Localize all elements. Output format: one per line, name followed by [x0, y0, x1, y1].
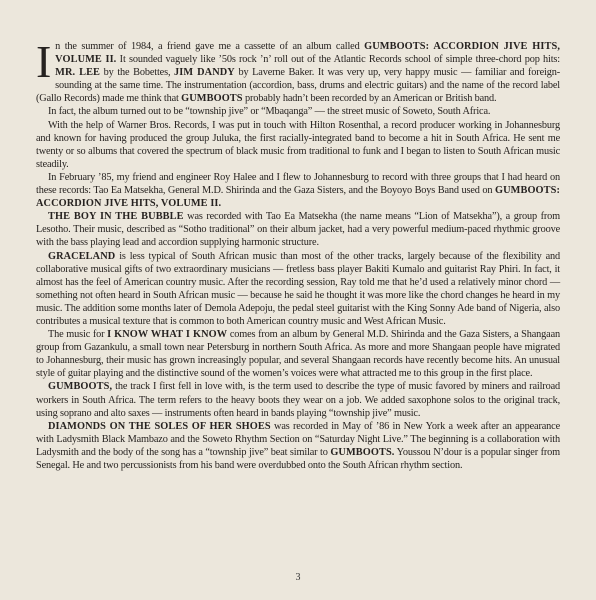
body-text: In fact, the album turned out to be “township jive” or “Mbaqanga” — the street music of Soweto, South Africa. — [48, 106, 491, 118]
paragraph — [36, 250, 560, 329]
song-title: GUMBOOTS: ACCORDION JIVE HITS, VOLUME II. — [55, 41, 560, 66]
paragraph — [36, 36, 560, 105]
paragraph — [36, 380, 560, 419]
song-title: GUMBOOTS: ACCORDION JIVE HITS, VOLUME II. — [36, 185, 560, 210]
body-text: was recorded with Tao Ea Matsekha (the name means “Lion of Matsekha”), a group from Lesotho. Their music, described as “Sotho traditional” on their album jacket, had a very powerful medium-paced rhythmic groove with the bass playing lead and accordion supplying harmonic structure. — [36, 211, 560, 249]
paragraph — [36, 119, 560, 171]
body-text: With the help of Warner Bros. Records, I was put in touch with Hilton Rosenthal, a record producer working in Johannesburg and known for having produced the group Juluka, the first racially-integrated band to become a hit in South Africa. He sent me twenty or so albums that covered the spectrum of black music from traditional to funk and I began to listen to South African music steadily. — [36, 119, 560, 170]
song-title: GRACELAND — [48, 250, 116, 262]
body-text: The music for — [48, 329, 108, 341]
page-number: 3 — [295, 572, 301, 583]
song-title: GUMBOOTS. — [330, 446, 395, 458]
body-text: Youssou N’dour is a popular singer from Senegal. He and two percussionists from his band were overdubbed onto the South African rhythm section. — [36, 446, 560, 471]
body-text: is less typical of South African music than most of the other tracks, largely because of the flexibility and collaborative musical gifts of two extraordinary musicians — fretless bass player Bakiti Kumalo and guitarist Ray Phiri. In fact, it almost has the feel of American country music. After the recording session, Ray told me that he’d used a relatively minor chord — something not often heard in South African music — because he said he thought it was more like the chord changes he heard in my music. The addition some months later of Demola Adepoju, the pedal steel guitarist with the King Sonny Ade band of Nigeria, also contributes a musical texture that is common to both American country music and West African Music. — [36, 250, 560, 327]
drop-cap: I — [36, 36, 52, 87]
body-text: by the Bobettes, — [100, 67, 175, 79]
paragraph — [36, 210, 560, 249]
body-text: It sounded vaguely like ’50s rock ’n’ roll out of the Atlantic Records school of simple three-chord pop hits: — [116, 54, 560, 66]
paragraph — [36, 171, 560, 210]
body-text: In February ’85, my friend and engineer Roy Halee and I flew to Johannesburg to record with three groups that I had heard on these records: Tao Ea Matsekha, General M.D. Shirinda and the Gaza Sisters, and the Boyoyo Boys Band used on — [36, 171, 560, 197]
paragraph — [36, 420, 560, 472]
song-title: DIAMONDS ON THE SOLES OF HER SHOES — [48, 420, 271, 432]
song-title: MR. LEE — [55, 67, 101, 79]
paragraph — [36, 105, 560, 118]
liner-notes-text — [36, 36, 560, 472]
body-text: probably hadn’t been recorded by an American or British band. — [242, 93, 497, 105]
body-text: n the summer of 1984, a friend gave me a cassette of an album called — [55, 41, 365, 52]
body-text: comes from an album by General M.D. Shirinda and the Gaza Sisters, a Shangaan group from Gazankulu, a small town near Petersburg in northern South Africa. As more and more Shangaan people have migrated to Johannesburg, their music has grown increasingly popular, and several Shangaan records have recently become hits. An unusual style of guitar playing and the distinctive sound of the women’s voices were what attracted me to this group in the first place. — [36, 329, 560, 380]
song-title: THE BOY IN THE BUBBLE — [48, 211, 184, 223]
paragraph — [36, 328, 560, 380]
song-title: GUMBOOTS, — [48, 381, 113, 393]
song-title: I KNOW WHAT I KNOW — [107, 329, 228, 341]
body-text: the track I first fell in love with, is the term used to describe the type of music favored by miners and railroad workers in South Africa. The term refers to the heavy boots they wear on a job. We added saxophone solos to the original track, using soprano and alto saxes — instruments often heard in bands playing “township jive” music. — [36, 381, 560, 419]
song-title: JIM DANDY — [174, 67, 235, 79]
song-title: GUMBOOTS — [181, 93, 243, 105]
body-text: by Laverne Baker. It was very up, very happy music — familiar and foreign-sounding at the same time. The instrumentation (accordion, bass, drums and electric guitars) and the name of the record label (Gallo Records) made me think that — [36, 67, 560, 105]
body-text: was recorded in May of ’86 in New York a week after an appearance with Ladysmith Black Mambazo and the Soweto Rhythm Section on “Saturday Night Live.” The beginning is a collaboration with Ladysmith and the body of the song has a “township jive” beat similar to — [36, 420, 560, 458]
